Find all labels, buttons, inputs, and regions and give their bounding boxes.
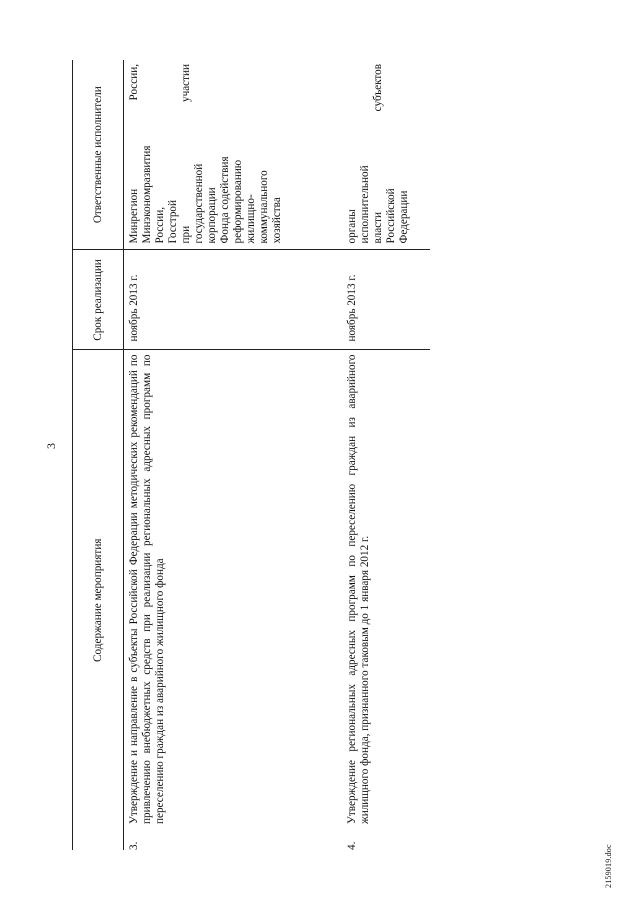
executor-line: при участии [180,63,192,244]
table-row [124,60,343,850]
executor-line: власти субъектов [372,63,384,244]
executor-line: государственной [193,163,205,244]
executor-line: Минэкономразвития [141,145,153,244]
measures-table-container [72,60,422,850]
measures-table [72,60,430,850]
row-number: 4. [346,841,358,850]
executor-line: Минрегион России, [128,63,140,244]
executor-line: Госстрой [167,199,179,244]
executors-cell [342,60,430,250]
executor-line: коммунального [258,170,270,244]
executor-line: жилищно- [245,194,257,244]
executor-line: Фонда содействия [219,156,231,244]
deadline-cell: ноябрь 2013 г. [124,250,343,350]
table-row [342,60,430,850]
activity-cell: Утверждение и направление в субъекты Российской Федерации методических рекомендаций по привлечению внебюджетных средств при реализации региональных адресных программ по переселению граждан из аварийного жилищного фонда [128,354,166,824]
executor-line: России, [154,206,166,244]
table-header-row [73,60,124,850]
activity-cell: Утверждение региональных адресных программ по переселению граждан из аварийного жилищного фонда, признанного таковым до 1 января 2012 г. [346,354,371,824]
executor-line: корпорации [206,187,218,244]
row-number: 3. [128,841,140,850]
document-file-code: 2159019.doc [604,844,613,888]
header-deadline: Срок реализации [73,250,124,350]
executor-line: Российской [385,188,397,244]
executors-cell [124,60,343,250]
deadline-cell: ноябрь 2013 г. [342,250,430,350]
header-executors: Ответственные исполнители [73,60,124,250]
executor-line: реформированию [232,159,244,244]
page-number: 3 [44,443,58,449]
executor-line: органы [346,209,358,244]
executor-line: хозяйства [271,197,283,244]
executor-line: исполнительной [359,165,371,244]
executor-line: Федерации [398,190,410,244]
header-activity: Содержание мероприятия [73,350,124,850]
